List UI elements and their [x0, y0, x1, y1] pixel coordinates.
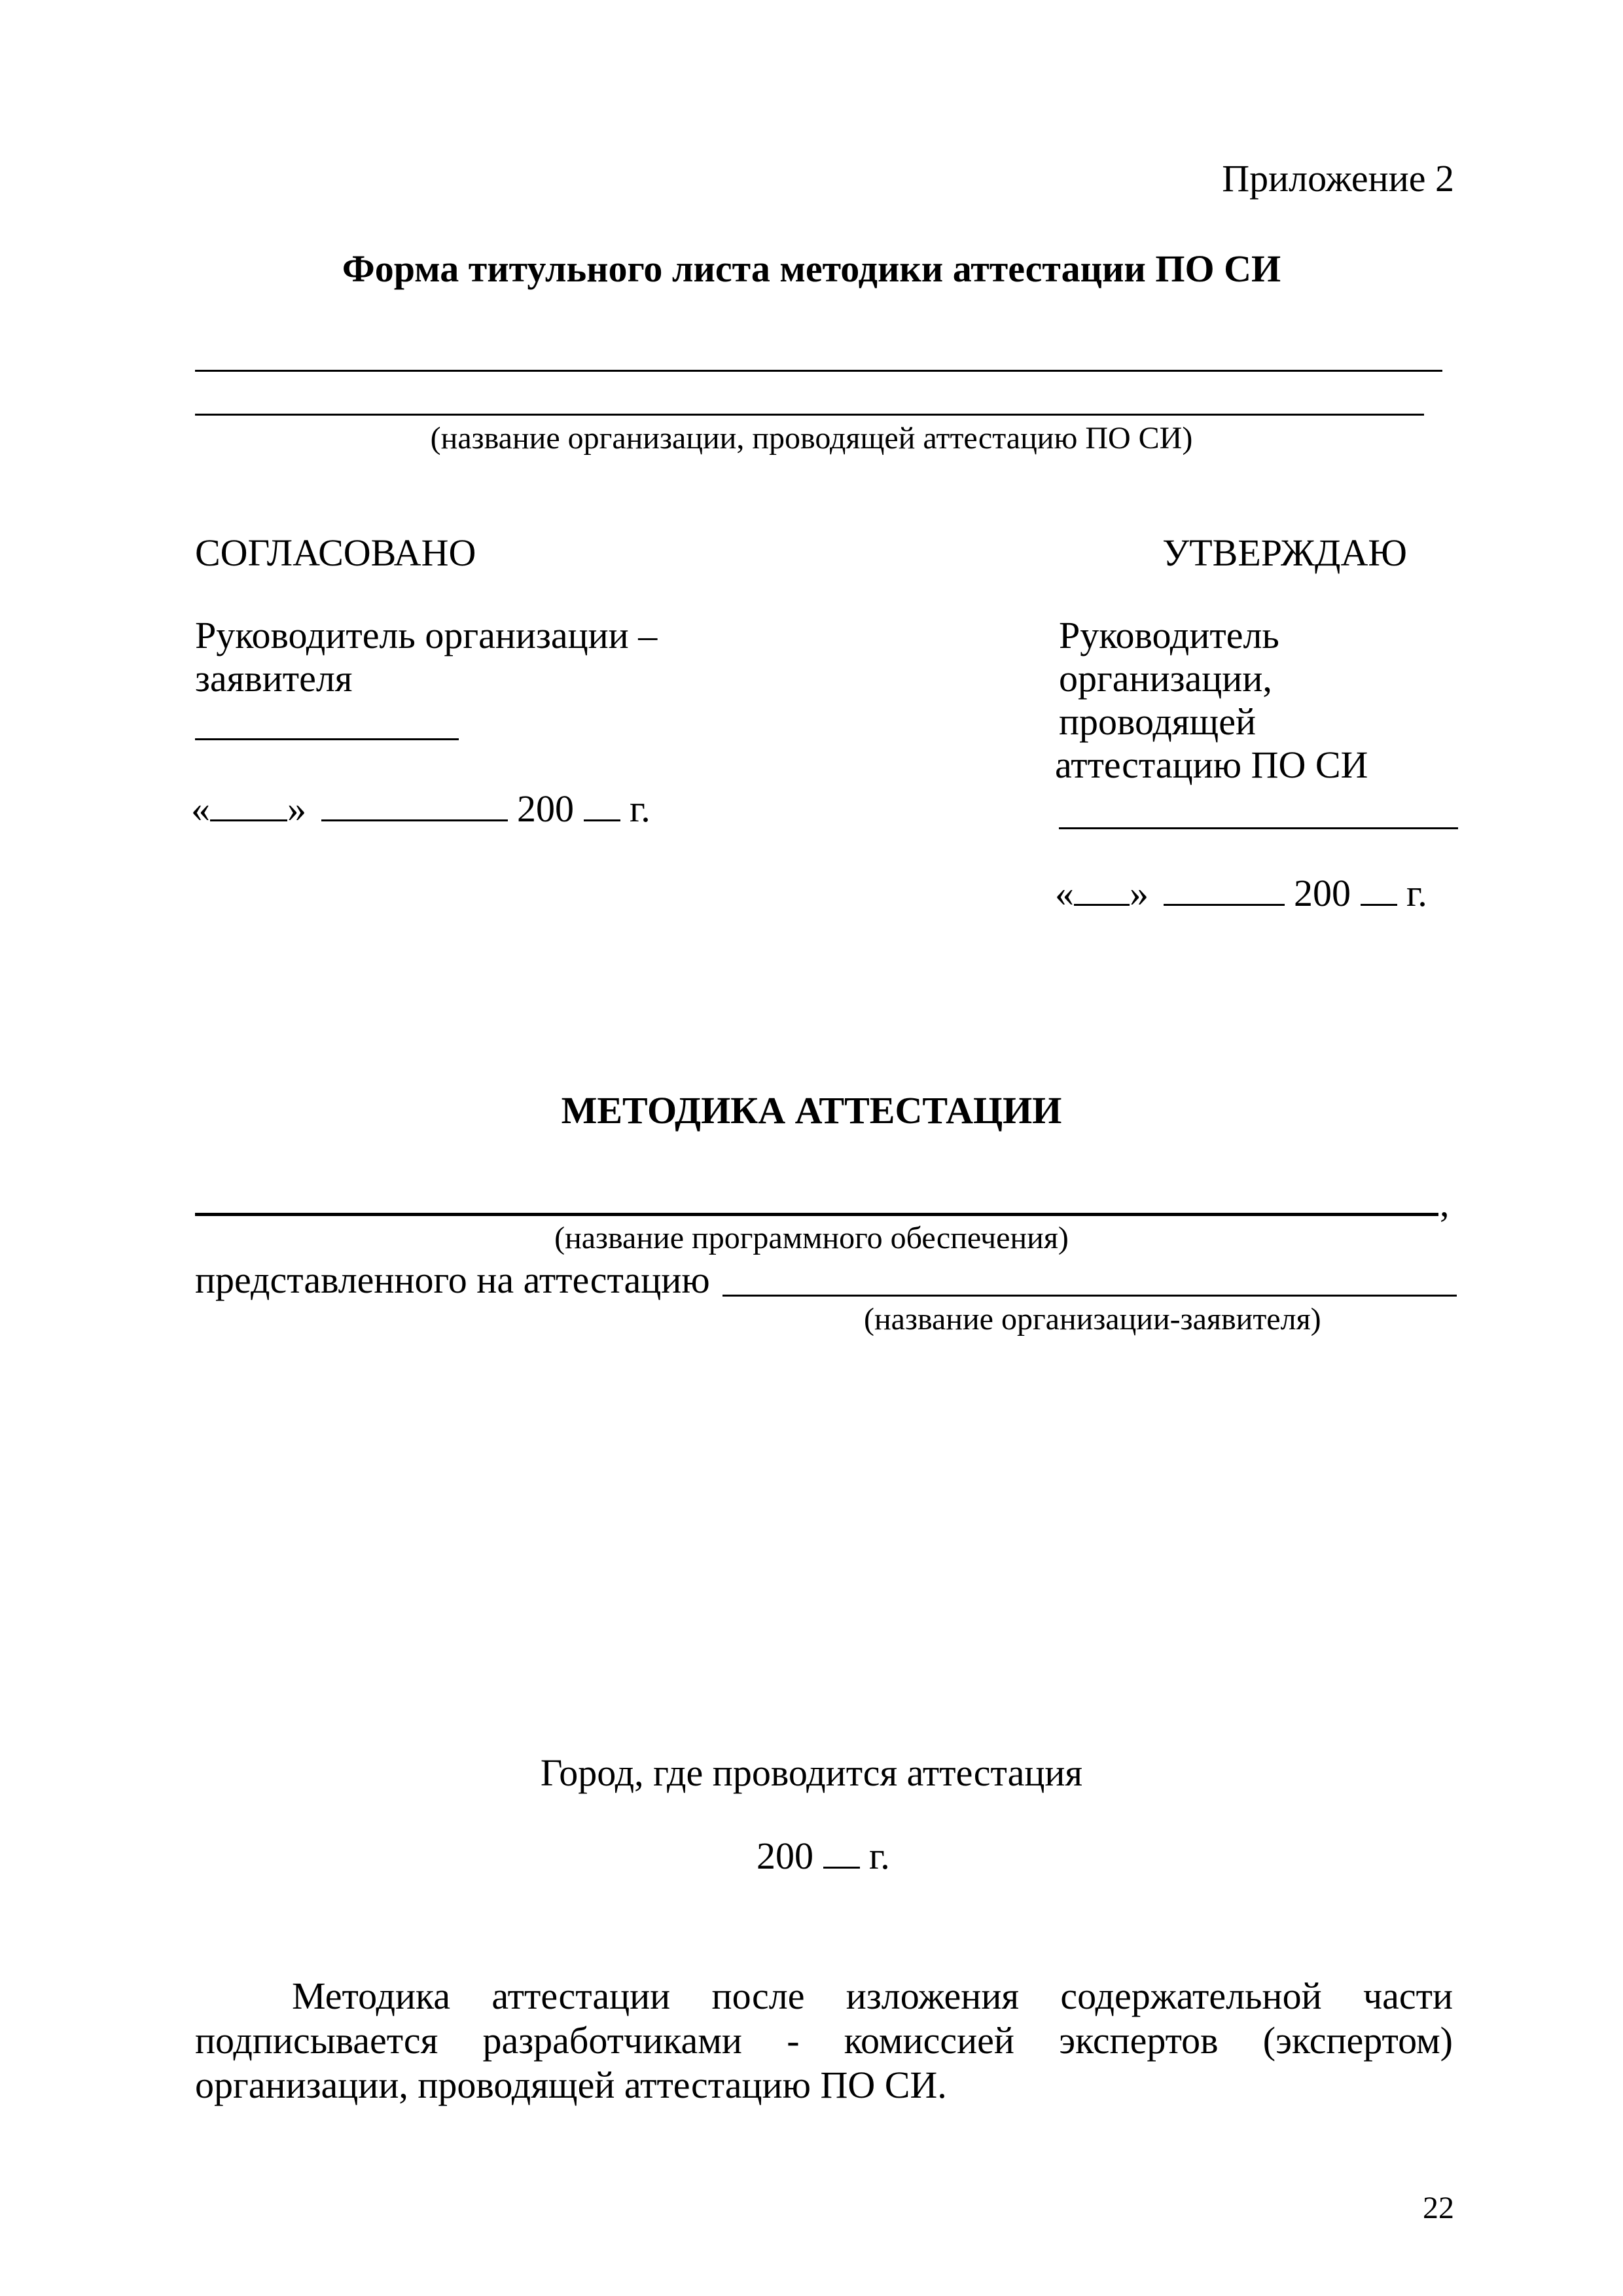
form-title: Форма титульного листа методики аттестации ПО СИ [342, 247, 1281, 290]
approved-month-blank [1164, 874, 1285, 906]
agreed-signer-line-1: Руководитель организации – [195, 614, 658, 656]
organization-name-line-2 [195, 414, 1424, 416]
organization-name-line-1 [195, 370, 1442, 372]
software-name-comma: , [1440, 1182, 1450, 1225]
agreed-year-blank [584, 789, 620, 821]
page-number: 22 [1423, 2191, 1454, 2225]
approved-date [1055, 874, 1427, 912]
footer-year-suffix: г. [869, 1835, 890, 1877]
submitted-label: представленного на аттестацию [195, 1259, 710, 1301]
approved-signature-line [1059, 827, 1458, 829]
agreed-heading: СОГЛАСОВАНО [195, 531, 476, 574]
approved-date-year: 200 [1294, 872, 1351, 914]
approved-date-suffix: г. [1406, 872, 1427, 914]
approved-day-blank [1074, 874, 1130, 906]
software-caption: (название программного обеспечения) [554, 1221, 1069, 1255]
agreed-date-year: 200 [517, 787, 574, 830]
agreed-date-open-quote: « [191, 787, 210, 830]
agreed-date-close-quote: » [287, 787, 306, 830]
agreed-signature-line [195, 738, 459, 740]
appendix-label: Приложение 2 [1222, 157, 1454, 200]
agreed-day-blank [210, 789, 287, 821]
approved-heading: УТВЕРЖДАЮ [1162, 531, 1407, 574]
approved-signer-line-1: Руководитель [1059, 614, 1279, 656]
approved-date-close-quote: » [1130, 872, 1149, 914]
agreed-signer-line-2: заявителя [195, 657, 353, 700]
approved-signer-line-4: аттестацию ПО СИ [1055, 744, 1368, 786]
software-name-line [195, 1213, 1438, 1216]
applicant-caption: (название организации-заявителя) [864, 1302, 1321, 1336]
signature-note: Методика аттестации после изложения содержательной части подписывается разработчиками - комиссией экспертов (экспертом) организации, проводящей аттестацию ПО СИ. [195, 1975, 1453, 2106]
organization-caption: (название организации, проводящей аттестацию ПО СИ) [430, 421, 1193, 456]
agreed-date-suffix: г. [630, 787, 651, 830]
city-line: Город, где проводится аттестация [540, 1751, 1083, 1794]
approved-signer-line-2: организации, [1059, 657, 1272, 700]
footer-year-value: 200 [757, 1835, 813, 1877]
applicant-name-line [722, 1295, 1457, 1297]
agreed-date [191, 789, 651, 828]
methodology-title: МЕТОДИКА АТТЕСТАЦИИ [561, 1089, 1062, 1132]
approved-signer-line-3: проводящей [1059, 700, 1256, 743]
footer-year [757, 1837, 890, 1875]
approved-year-blank [1361, 874, 1397, 906]
agreed-month-blank [321, 789, 508, 821]
approved-date-open-quote: « [1055, 872, 1074, 914]
footer-year-blank [823, 1837, 860, 1869]
